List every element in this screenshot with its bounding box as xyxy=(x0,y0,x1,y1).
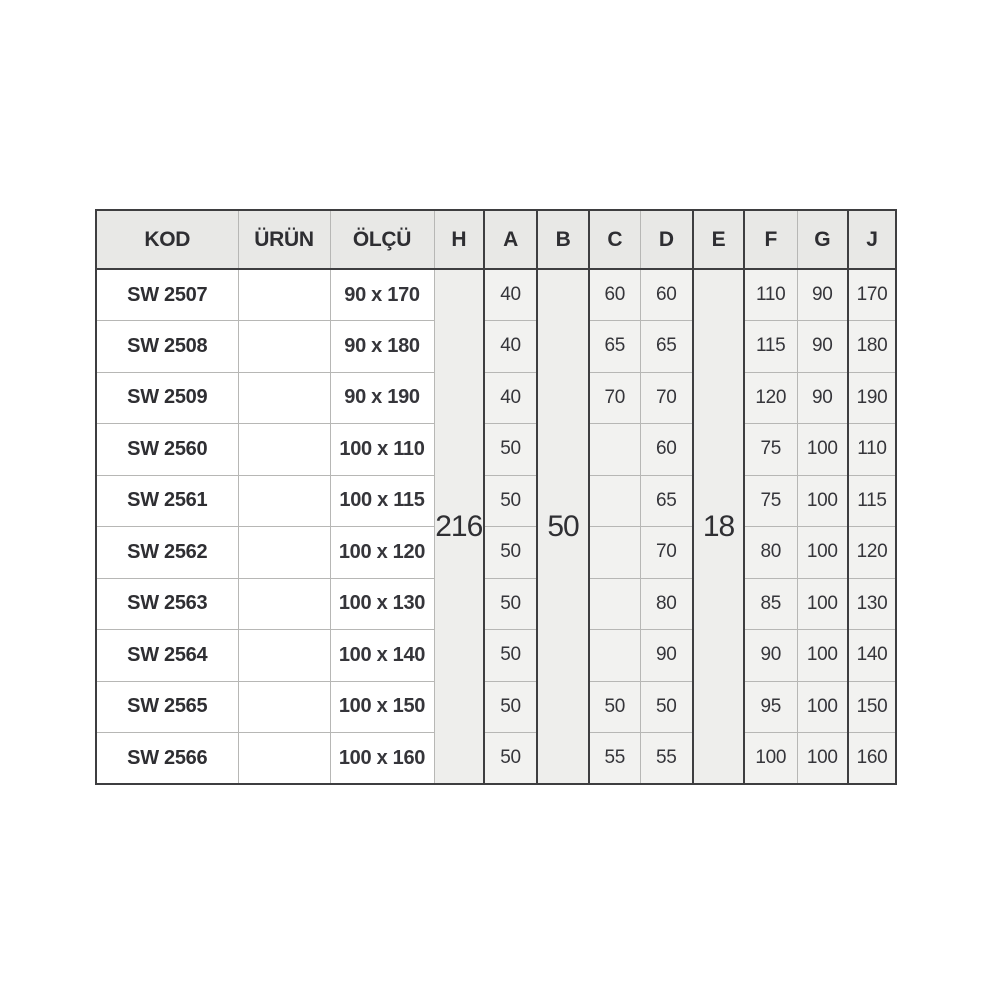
cell-kod: SW 2564 xyxy=(96,630,238,682)
spec-table-container xyxy=(95,209,895,785)
cell-olcu: 100 x 140 xyxy=(330,630,434,682)
col-header-d: D xyxy=(640,210,693,269)
cell-g: 100 xyxy=(797,527,848,579)
cell-urun xyxy=(238,321,330,373)
cell-d: 60 xyxy=(640,424,693,476)
cell-f: 85 xyxy=(744,578,797,630)
cell-j: 130 xyxy=(848,578,896,630)
col-header-b: B xyxy=(537,210,589,269)
col-header-c: C xyxy=(589,210,640,269)
table-row xyxy=(96,269,896,321)
table-row xyxy=(96,681,896,733)
cell-f: 95 xyxy=(744,681,797,733)
cell-c: 65 xyxy=(589,321,640,373)
col-header-a: A xyxy=(484,210,537,269)
cell-f: 75 xyxy=(744,424,797,476)
cell-c: 60 xyxy=(589,269,640,321)
cell-e-merged: 18 xyxy=(693,269,744,784)
cell-olcu: 100 x 120 xyxy=(330,527,434,579)
cell-g: 100 xyxy=(797,424,848,476)
cell-g: 100 xyxy=(797,475,848,527)
table-row xyxy=(96,475,896,527)
header-row xyxy=(96,210,896,269)
cell-urun xyxy=(238,630,330,682)
cell-kod: SW 2566 xyxy=(96,733,238,785)
cell-urun xyxy=(238,269,330,321)
cell-olcu: 100 x 110 xyxy=(330,424,434,476)
cell-f: 110 xyxy=(744,269,797,321)
cell-urun xyxy=(238,733,330,785)
cell-c xyxy=(589,578,640,630)
cell-kod: SW 2565 xyxy=(96,681,238,733)
table-body xyxy=(96,269,896,784)
cell-c: 70 xyxy=(589,372,640,424)
cell-olcu: 100 x 130 xyxy=(330,578,434,630)
cell-f: 100 xyxy=(744,733,797,785)
cell-olcu: 100 x 150 xyxy=(330,681,434,733)
cell-kod: SW 2507 xyxy=(96,269,238,321)
cell-d: 70 xyxy=(640,527,693,579)
col-header-j: J xyxy=(848,210,896,269)
cell-d: 90 xyxy=(640,630,693,682)
cell-g: 100 xyxy=(797,630,848,682)
cell-j: 110 xyxy=(848,424,896,476)
cell-d: 60 xyxy=(640,269,693,321)
cell-urun xyxy=(238,681,330,733)
cell-d: 55 xyxy=(640,733,693,785)
cell-a: 50 xyxy=(484,733,537,785)
table-row xyxy=(96,630,896,682)
cell-c xyxy=(589,527,640,579)
cell-d: 65 xyxy=(640,321,693,373)
table-row xyxy=(96,372,896,424)
cell-c xyxy=(589,630,640,682)
col-header-kod: KOD xyxy=(96,210,238,269)
cell-c xyxy=(589,424,640,476)
cell-j: 140 xyxy=(848,630,896,682)
col-header-g: G xyxy=(797,210,848,269)
table-row xyxy=(96,733,896,785)
cell-j: 170 xyxy=(848,269,896,321)
cell-urun xyxy=(238,578,330,630)
cell-olcu: 90 x 170 xyxy=(330,269,434,321)
cell-d: 70 xyxy=(640,372,693,424)
table-row xyxy=(96,424,896,476)
col-header-h: H xyxy=(434,210,484,269)
cell-a: 40 xyxy=(484,321,537,373)
table-row xyxy=(96,527,896,579)
cell-g: 100 xyxy=(797,681,848,733)
cell-j: 115 xyxy=(848,475,896,527)
cell-kod: SW 2508 xyxy=(96,321,238,373)
cell-d: 80 xyxy=(640,578,693,630)
cell-f: 75 xyxy=(744,475,797,527)
cell-olcu: 100 x 115 xyxy=(330,475,434,527)
cell-h-merged: 216 xyxy=(434,269,484,784)
cell-olcu: 90 x 190 xyxy=(330,372,434,424)
cell-a: 40 xyxy=(484,372,537,424)
cell-c: 55 xyxy=(589,733,640,785)
cell-f: 120 xyxy=(744,372,797,424)
cell-b-merged: 50 xyxy=(537,269,589,784)
cell-kod: SW 2561 xyxy=(96,475,238,527)
cell-j: 150 xyxy=(848,681,896,733)
cell-a: 50 xyxy=(484,527,537,579)
table-row xyxy=(96,578,896,630)
cell-g: 100 xyxy=(797,733,848,785)
cell-a: 50 xyxy=(484,578,537,630)
cell-f: 90 xyxy=(744,630,797,682)
cell-a: 50 xyxy=(484,630,537,682)
cell-j: 190 xyxy=(848,372,896,424)
cell-d: 65 xyxy=(640,475,693,527)
cell-j: 120 xyxy=(848,527,896,579)
cell-kod: SW 2560 xyxy=(96,424,238,476)
cell-olcu: 100 x 160 xyxy=(330,733,434,785)
cell-urun xyxy=(238,475,330,527)
cell-g: 100 xyxy=(797,578,848,630)
col-header-e: E xyxy=(693,210,744,269)
cell-kod: SW 2562 xyxy=(96,527,238,579)
cell-g: 90 xyxy=(797,372,848,424)
cell-j: 180 xyxy=(848,321,896,373)
cell-g: 90 xyxy=(797,321,848,373)
spec-table xyxy=(95,209,897,785)
cell-kod: SW 2563 xyxy=(96,578,238,630)
cell-a: 50 xyxy=(484,424,537,476)
cell-kod: SW 2509 xyxy=(96,372,238,424)
cell-urun xyxy=(238,372,330,424)
col-header-urun: ÜRÜN xyxy=(238,210,330,269)
col-header-olcu: ÖLÇÜ xyxy=(330,210,434,269)
cell-j: 160 xyxy=(848,733,896,785)
cell-c xyxy=(589,475,640,527)
cell-urun xyxy=(238,424,330,476)
cell-c: 50 xyxy=(589,681,640,733)
col-header-f: F xyxy=(744,210,797,269)
cell-d: 50 xyxy=(640,681,693,733)
cell-urun xyxy=(238,527,330,579)
cell-f: 80 xyxy=(744,527,797,579)
cell-olcu: 90 x 180 xyxy=(330,321,434,373)
cell-a: 40 xyxy=(484,269,537,321)
table-row xyxy=(96,321,896,373)
cell-g: 90 xyxy=(797,269,848,321)
cell-a: 50 xyxy=(484,681,537,733)
table-header xyxy=(96,210,896,269)
cell-a: 50 xyxy=(484,475,537,527)
cell-f: 115 xyxy=(744,321,797,373)
